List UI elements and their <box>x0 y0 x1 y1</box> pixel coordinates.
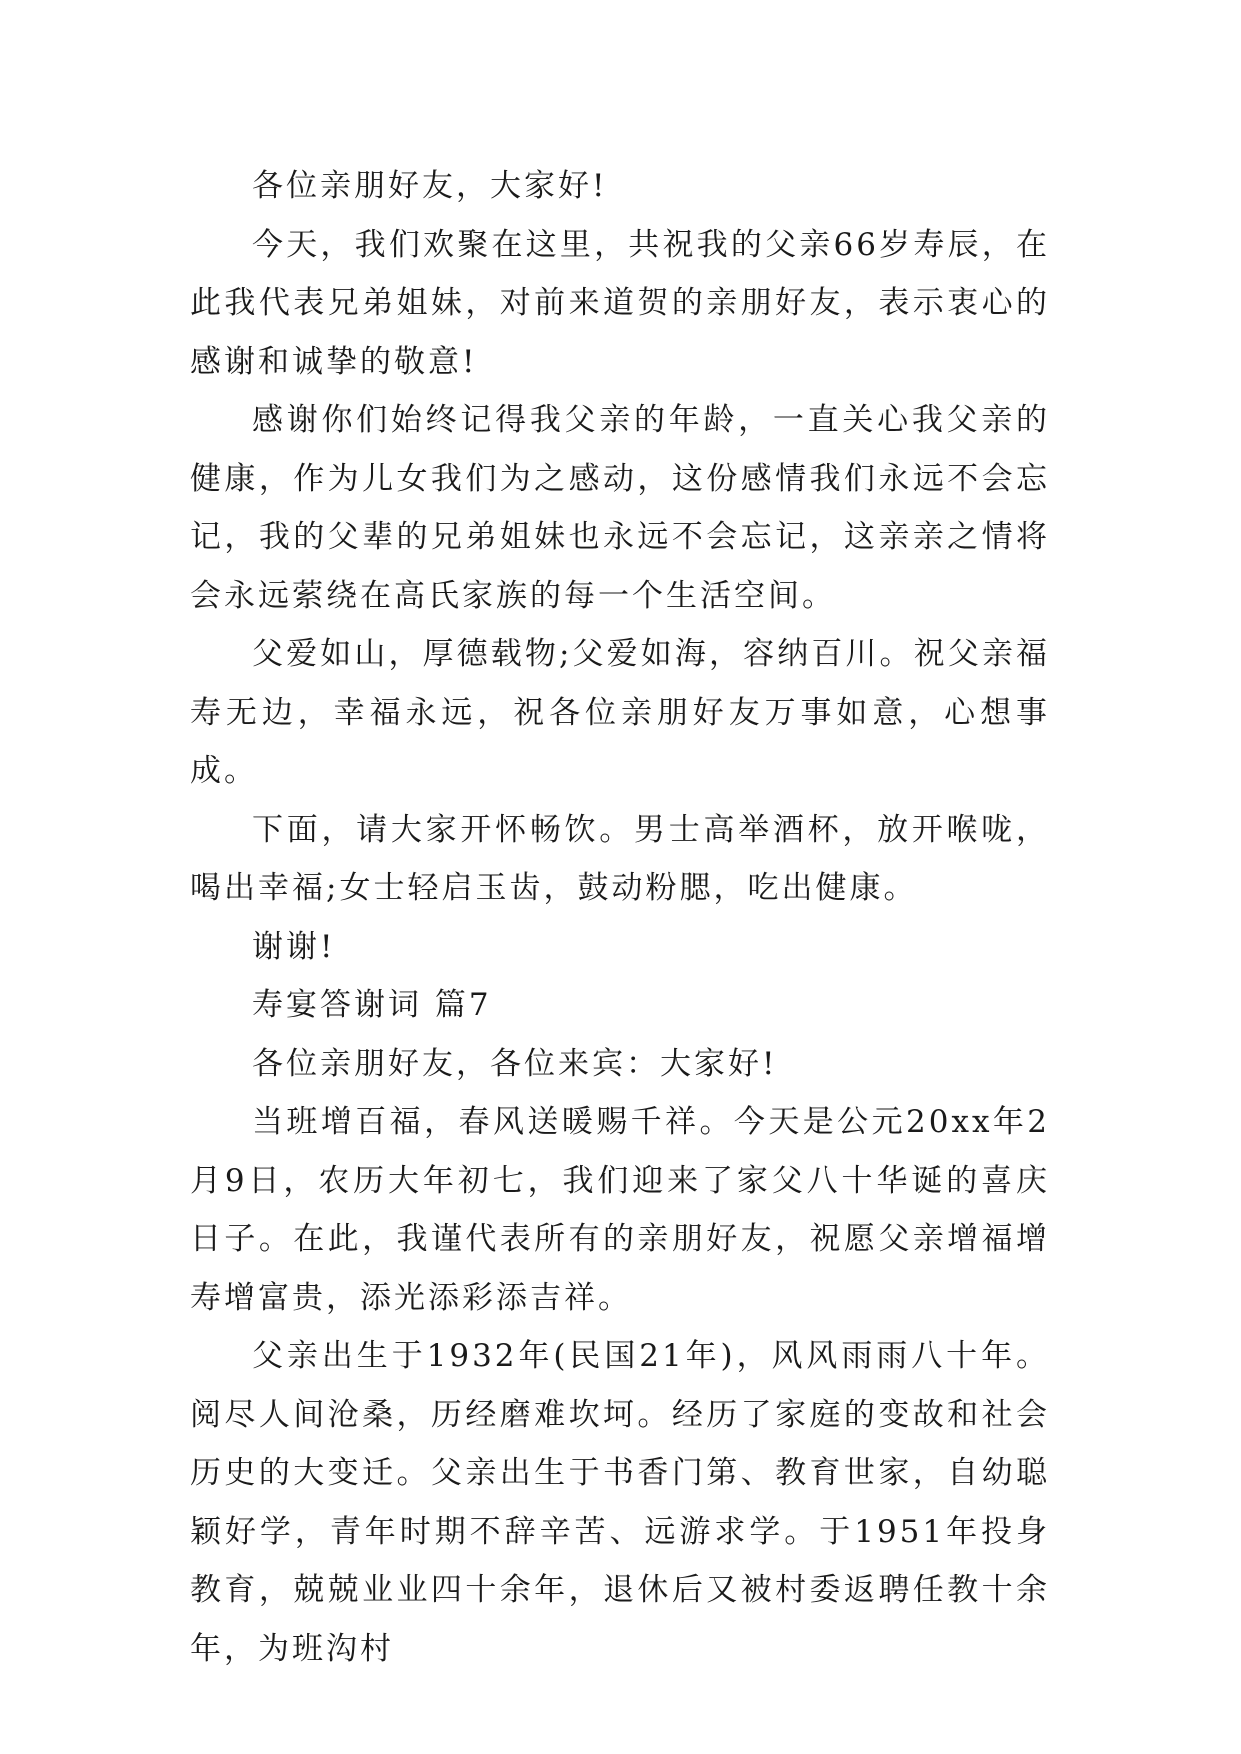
body-paragraph: 感谢你们始终记得我父亲的年龄，一直关心我父亲的健康，作为儿女我们为之感动，这份感情我们永远不会忘记，我的父辈的兄弟姐妹也永远不会忘记，这亲亲之情将会永远萦绕在高氏家族的每一个生活空间。 <box>190 402 1050 614</box>
body-paragraph: 父爱如山，厚德载物;父爱如海，容纳百川。祝父亲福寿无边，幸福永远，祝各位亲朋好友万事如意，心想事成。 <box>190 636 1050 789</box>
greeting-paragraph: 各位亲朋好友，大家好! <box>252 168 608 204</box>
greeting-paragraph: 各位亲朋好友，各位来宾：大家好! <box>252 1045 778 1082</box>
body-paragraph: 今天，我们欢聚在这里，共祝我的父亲66岁寿辰，在此我代表兄弟姐妹，对前来道贺的亲朋好友，表示衷心的感谢和诚挚的敬意! <box>190 226 1050 380</box>
document-body <box>190 157 1050 1678</box>
closing-paragraph: 谢谢! <box>252 928 336 965</box>
body-paragraph: 下面，请大家开怀畅饮。男士高举酒杯，放开喉咙，喝出幸福;女士轻启玉齿，鼓动粉腮，吃出健康。 <box>190 811 1050 906</box>
section-heading: 寿宴答谢词 篇7 <box>252 987 492 1023</box>
body-paragraph: 父亲出生于1932年(民国21年)，风风雨雨八十年。阅尽人间沧桑，历经磨难坎坷。经历了家庭的变故和社会历史的大变迁。父亲出生于书香门第、教育世家，自幼聪颖好学，青年时期不辞辛苦、远游求学。于1951年投身教育，兢兢业业四十余年，退休后又被村委返聘任教十余年，为班沟村 <box>190 1338 1050 1667</box>
body-paragraph: 当班增百福，春风送暖赐千祥。今天是公元20xx年2月9日，农历大年初七，我们迎来了家父八十华诞的喜庆日子。在此，我谨代表所有的亲朋好友，祝愿父亲增福增寿增富贵，添光添彩添吉祥。 <box>190 1104 1050 1316</box>
